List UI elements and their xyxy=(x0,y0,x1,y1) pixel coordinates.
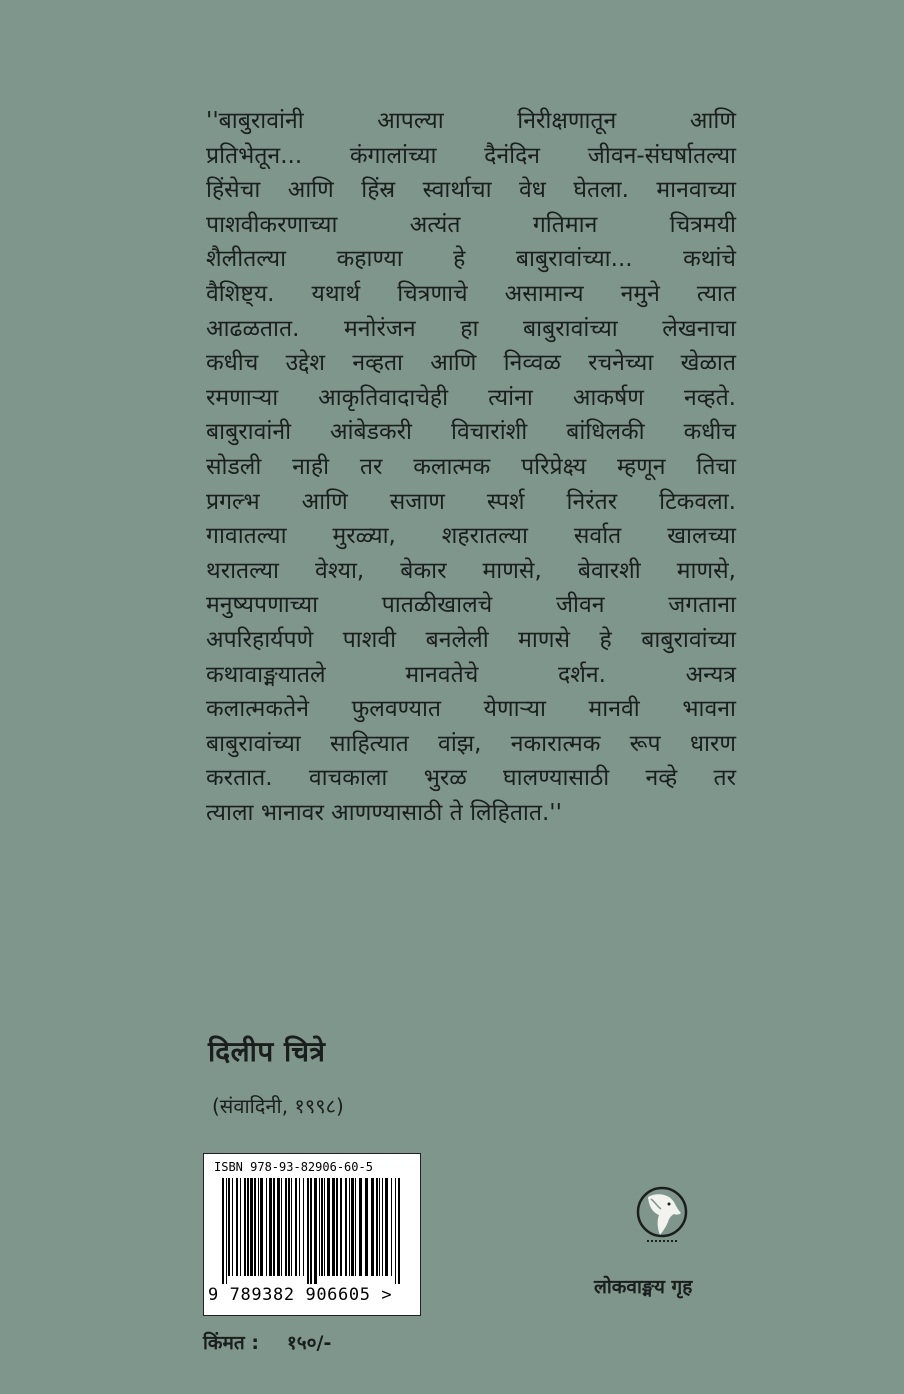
quote-line: बाबुरावांच्या साहित्यात वांझ, नकारात्मक रूप धारण xyxy=(206,730,736,757)
quote-line: त्याला भानावर आणण्यासाठी ते लिहितात.'' xyxy=(206,799,562,826)
price xyxy=(203,1329,331,1355)
publisher-name: लोकवाङ्मय गृह xyxy=(594,1276,693,1298)
quote-line: अपरिहार्यपणे पाशवी बनलेली माणसे हे बाबुरावांच्या xyxy=(206,626,736,653)
quote-line: सोडली नाही तर कलात्मक परिप्रेक्ष्य म्हणून तिचा xyxy=(206,453,736,480)
publisher-horse-logo-icon xyxy=(633,1183,691,1247)
quote-line: वैशिष्ट्य. यथार्थ चित्रणाचे असामान्य नमुने त्यात xyxy=(206,280,736,307)
quote-line: हिंसेचा आणि हिंस्र स्वार्थाचा वेध घेतला. मानवाच्या xyxy=(206,177,736,204)
quote-line: कलात्मकतेने फुलवण्यात येणाऱ्या मानवी भावना xyxy=(206,696,736,723)
quote-line: ''बाबुरावांनी आपल्या निरीक्षणातून आणि xyxy=(206,108,736,134)
quote-line: गावातल्या मुरळ्या, शहरातल्या सर्वात खालच्या xyxy=(206,523,736,550)
price-label: किंमत : xyxy=(203,1332,259,1354)
quote-line: मनुष्यपणाच्या पातळीखालचे जीवन जगताना xyxy=(206,592,736,619)
blurb-quote xyxy=(206,104,736,830)
quote-line: थरातल्या वेश्या, बेकार माणसे, बेवारशी माणसे, xyxy=(206,557,736,584)
barcode-number: 9 789382 906605 > xyxy=(208,1285,393,1305)
quote-line: पाशवीकरणाच्या अत्यंत गतिमान चित्रमयी xyxy=(206,211,736,238)
quote-line: प्रगल्भ आणि सजाण स्पर्श निरंतर टिकवला. xyxy=(206,488,736,515)
quote-line: शैलीतल्या कहाण्या हे बाबुरावांच्या... कथांचे xyxy=(206,246,736,273)
quote-line: आढळतात. मनोरंजन हा बाबुरावांच्या लेखनाचा xyxy=(206,315,736,342)
price-amount: १५०/- xyxy=(286,1332,332,1354)
quote-line: कथावाङ्मयातले मानवतेचे दर्शन. अन्यत्र xyxy=(206,661,736,688)
quote-line: बाबुरावांनी आंबेडकरी विचारांशी बांधिलकी कधीच xyxy=(206,419,736,446)
quote-line: करतात. वाचकाला भुरळ घालण्यासाठी नव्हे तर xyxy=(206,765,736,792)
quote-author: दिलीप चित्रे xyxy=(208,1035,326,1068)
isbn-barcode xyxy=(203,1153,421,1316)
isbn-label: ISBN 978-93-82906-60-5 xyxy=(214,1160,373,1174)
quote-line: प्रतिभेतून... कंगालांच्या दैनंदिन जीवन-संघर्षातल्या xyxy=(206,142,736,169)
quote-line: रमणाऱ्या आकृतिवादाचेही त्यांना आकर्षण नव्हते. xyxy=(206,384,736,411)
quote-line: कधीच उद्देश नव्हता आणि निव्वळ रचनेच्या खेळात xyxy=(206,350,736,377)
quote-source: (संवादिनी, १९९८) xyxy=(212,1094,344,1118)
barcode-bars xyxy=(222,1178,404,1284)
